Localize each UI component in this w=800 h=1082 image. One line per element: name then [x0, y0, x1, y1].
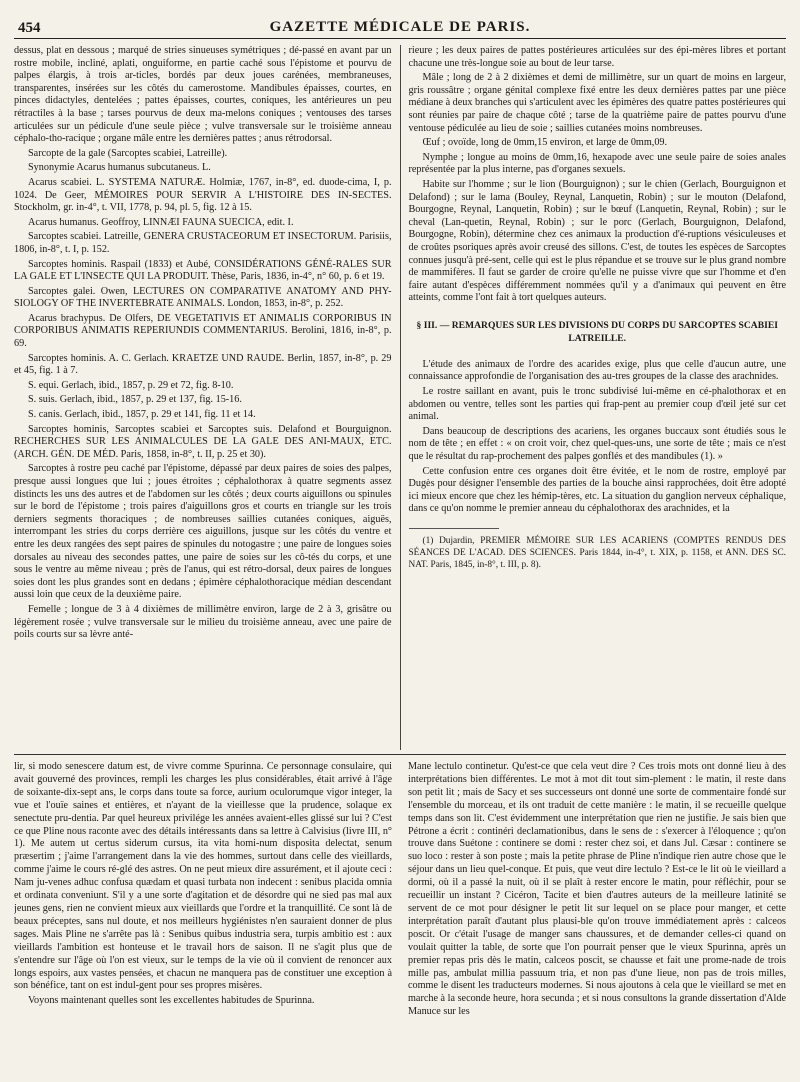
- paragraph: Cette confusion entre ces organes doit être évitée, et le nom de rostre, employé par Dugès pour désigner l'ensemble des parties de la bouche ainsi rapprochées, doit être adopté ici mieux encore que chez les hémip-tères, etc. La situation du ganglion nerveux céphalique, dans ce qu'on nomme le premier anneau du céphalothorax des arachnides, et la: [408, 465, 786, 515]
- page-number: 454: [18, 20, 41, 36]
- paragraph: Synonymie Acarus humanus subcutaneus. L.: [28, 162, 211, 174]
- paragraph: Voyons maintenant quelles sont les excellentes habitudes de Spurinna.: [28, 995, 315, 1007]
- reference: Sarcoptes hominis, Sarcoptes scabiei et Sarcoptes suis. Delafond et Bourguignon. RECHERCHES SUR LES ANIMALCULES DE LA GALE DES ANI-MAUX, ETC. (ARCH. GÉN. DE MÉD. Paris, 1858, in-8°, t. II, p. 25 et 30).: [14, 423, 392, 460]
- paragraph: Sarcoptes à rostre peu caché par l'épistome, dépassé par deux paires de soies des palpes, presque aussi longues que lui ; joues étroites ; céphalothorax à quatre segments assez distincts les uns des autres et de l'abdomen sur les côtés ; deux courts aiguillons ou spinules sur le bord de l'épistome ; trois paires d'aiguillons gros et courts en triangle sur les trois derniers segments thoraciques ; de nombreuses saillies cutanées coniques, aiguës, interrompant les stries du corps derrière ces aiguillons, jusque sur les côtés du ventre et entre les deux rangées des sept paires de spinules du notogastre ; une paire de longues soies dorsales au niveau des secondes pattes, une paire de soies sur les cô-tés du corps, et une sous le ventre au même niveau ; près de l'anus, qui est rétro-dorsal, deux paires de longues soies dont les plus grandes sont en dedans ; épimère céphalothoracique médian descendant aussi loin que ceux de la deuxième paire.: [14, 463, 392, 601]
- paragraph: Mâle ; long de 2 à 2 dixièmes et demi de millimètre, sur un quart de moins en largeur, gris roussâtre ; organe génital complexe fixé entre les deux dernières pattes par une pièce médiane à deux branches qui s'articulent avec les épimères des quatre pattes postérieures qui sont réunies par paire de chaque côté ; tarse de la quatrième paire de pattes pourvu d'une ventouse pédiculée au lieu de soie ; saillies cutanées moins nombreuses.: [408, 72, 786, 134]
- reference: S. suis. Gerlach, ibid., 1857, p. 29 et 137, fig. 15-16.: [28, 394, 242, 406]
- column-lower-right: [400, 761, 786, 1081]
- reference: Acarus humanus. Geoffroy, LINNÆI FAUNA SUECICA, edit. I.: [28, 216, 294, 228]
- footnote-rule: [409, 528, 499, 529]
- footnote: (1) Dujardin, PREMIER MÉMOIRE SUR LES ACARIENS (COMPTES RENDUS DES SÉANCES DE L'ACAD. DES SCIENCES. Paris 1844, in-4°, t. XIX, p. 1158, et ANN. DES SC. NAT. Paris, 1845, in-8°, t. III, p. 8).: [408, 536, 786, 570]
- reference: S. equi. Gerlach, ibid., 1857, p. 29 et 72, fig. 8-10.: [28, 379, 234, 391]
- journal-title: GAZETTE MÉDICALE DE PARIS.: [269, 19, 531, 35]
- column-lower-left: [14, 761, 400, 1081]
- feuilleton-divider: [14, 754, 786, 755]
- paragraph: Nymphe ; longue au moins de 0mm,16, hexapode avec une seule paire de soies anales représentée par la plus interne, pas d'organes sexuels.: [408, 151, 786, 176]
- paragraph: Femelle ; longue de 3 à 4 dixièmes de millimètre environ, large de 2 à 3, grisâtre ou légèrement rosée ; vulve transversale sur le milieu du troisième anneau, avec une paire de poils courts sur sa lèvre anté-: [14, 603, 392, 641]
- section-heading: § III. — REMARQUES SUR LES DIVISIONS DU CORPS DU SARCOPTES SCABIEI LATREILLE.: [416, 319, 778, 344]
- paragraph: L'étude des animaux de l'ordre des acarides exige, plus que celle d'aucun autre, une connaissance approfondie de l'organisation des au-tres groupes de la classe des arachnides.: [408, 358, 786, 383]
- reference: Sarcoptes hominis. Raspail (1833) et Aubé, CONSIDÉRATIONS GÉNÉ-RALES SUR LA GALE ET L'INSECTE QUI LA PRODUIT. Thèse, Paris, 1836, in-4°, n° 60, p. 6 et 19.: [14, 258, 392, 283]
- paragraph: dessus, plat en dessous ; marqué de stries sinueuses symétriques ; dé-passé en avant par un rostre mobile, incliné, aplati, onguiforme, en partie caché sous l'épistome et pourvu de palpes élargis, à trois ar-ticles, bordés par deux joues carénées, membraneuses, transparentes, insérées sur les côtés du camerostome. Mandibules épaisses, courtes, en pinces didactyles, dentelées ; pattes épaisses, courtes, coniques, les antérieures un peu rétractiles à la base ; tarses pourvus de deux ma-melons coniques ; ventouses des tarses articulées sur un pédicule d'une seule pièce ; vulve transversale sur le troisième anneau céphalo-tho-racique ; organe mâle entre les dernières pattes ; anus rétrodorsal.: [14, 45, 392, 145]
- reference: Sarcoptes galei. Owen, LECTURES ON COMPARATIVE ANATOMY AND PHY-SIOLOGY OF THE INVERTEBRATE ANIMALS. London, 1853, in-8°, p. 252.: [14, 285, 392, 310]
- paragraph: Œuf ; ovoïde, long de 0mm,15 environ, et large de 0mm,09.: [422, 137, 668, 149]
- reference: S. canis. Gerlach, ibid., 1857, p. 29 et 141, fig. 11 et 14.: [28, 409, 256, 421]
- paragraph: Dans beaucoup de descriptions des acariens, les organes buccaux sont étudiés sous le nom de tête ; en effet : « on croit voir, chez quel-ques-uns, une sorte de tête ; mais ce n'est que le résultat du rap-prochement des palpes gonflés et des mandibules (1). »: [408, 425, 786, 463]
- lower-section: [14, 761, 786, 1081]
- reference: Acarus brachypus. De Olfers, DE VEGETATIVIS ET ANIMALIS CORPORIBUS IN CORPORIBUS ANIMATIS REPERIUNDIS COMMENTARIUS. Berolini, 1816, in-8°, p. 69.: [14, 312, 392, 350]
- column-upper-left: [14, 45, 401, 750]
- upper-section: [14, 45, 786, 750]
- paragraph: rieure ; les deux paires de pattes postérieures articulées sur des épi-mères libres et portant chacune une très-longue soie au bout de leur tarse.: [408, 45, 786, 69]
- reference: Sarcoptes hominis. A. C. Gerlach. KRAETZE UND RAUDE. Berlin, 1857, in-8°, p. 29 et 45, fig. 1 à 7.: [14, 352, 392, 377]
- paragraph: lir, si modo senescere datum est, de vivre comme Spurinna. Ce personnage consulaire, qui avait gouverné des provinces, rempli les charges les plus considérables, était arrivé à l'âge de soixante-dix-sept ans, le corps dans toute sa force, aurium oculorumque vigor integer, la vue et l'ouïe saines et entières, et n'ayant de la vieillesse que la prudence, solaque ex senectute pru-dentia. Par quel heureux privilége les années avaient-elles glissé sur lui ? C'est ce que Pline nous raconte avec des détails intéressants dans sa lettre à Calvisius (livre III, n° 1). Me autem ut certus siderum cursus, ita vita homi-num disposita delectat, senum præsertim ; j'aime l'arrangement dans la vie des hommes, surtout dans celle des vieillards, comme j'aime le cours ré-glé des astres. On ne peut mieux dire assurément, et il ajoute ceci : Nam ju-venes adhuc confusa quædam et quasi turbata non indecent : senibus placida omnia et ordinata conveniunt. S'il y a une sorte d'agitation et de désordre qui ne sied pas mal aux jeunes gens, rien ne convient mieux aux vieillards que l'ordre et la tranquillité. Ce sont là de beaux préceptes, sans nul doute, et nos meilleurs hygiénistes n'en sauraient donner de plus sages. Mais Pline ne s'arrête pas là : Senibus quibus industria sera, turpis ambitio est : aux vieillards l'ambition est honteuse et le travail hors de saison. Il ne s'agit plus que de s'entendre sur l'âge où l'on est vieux, sur le temps de la vie où il convient de renoncer aux longs espoirs, aux vastes pensées, et chacun ne manquera pas de constituer une exception à son bénéfice, tant on est indul-gent pour ses propres misères.: [14, 761, 392, 992]
- reference: Sarcoptes scabiei. Latreille, GENERA CRUSTACEORUM ET INSECTORUM. Parisiis, 1806, in-8°, t. I, p. 152.: [14, 231, 392, 255]
- paragraph: Sarcopte de la gale (Sarcoptes scabiei, Latreille).: [28, 147, 228, 159]
- paragraph: Mane lectulo continetur. Qu'est-ce que cela veut dire ? Ces trois mots ont donné lieu à des interprétations bien différentes. Le mot à mot dit tout sim-plement : le matin, il reste dans son petit lit ; mais de Sacy et ses successeurs ont donné une sorte de commentaire fondé sur l'ensemble du morceau, et ils ont traduit de cette manière : le matin, il se recueille quelque temps dans son lit. C'est évidemment une interprétation que rien ne justifie. Je sais bien que Pétrone a écrit : continéri declamationibus, dans le sens de : s'exercer à l'éloquence ; qu'on trouve dans Suétone : continere se domi : rester chez soi, et dans Jul. Cæsar : continere se suo loco : rester à son poste ; mais la petite phrase de Pline n'indique rien autre chose que le séjour dans un lieu quel-conque. Et puis, que veut dire lectulo ? Est-ce le lit où le vieillard a dormi, où il a passé la nuit, où il se plaît à rester encore le matin, pour réfléchir, pour se recueillir un instant ? Cicéron, Tacite et bien d'autres auteurs de la meilleure latinité se servent de ce mot pour désigner le petit lit sur lequel on se place pour manger, et cette interprétation paraît d'autant plus plausi-ble qu'on trouve immédiatement après : calceos poscit. Or c'était l'usage de manger sans chaussures, et de demander celles-ci quand on voulait quitter la table, de sorte que l'on pourrait penser que le vieux Spurinna, après un premier repas pris dès le matin, calceos poscit, se chausse et fait une prome-nade de trois mille pas, ambulat millia passuum tria, et non pas d'une lieue, non pas de trois milles, comme le disent les traducteurs modernes. Si nous ajoutons à cela que le vieillard se met en marche à la seconde heure, hora secunda ; et si nous consultons la grande dissertation d'Alde Manuce sur les: [408, 761, 786, 1018]
- page-header: [14, 12, 786, 39]
- reference: Acarus scabiei. L. SYSTEMA NATURÆ. Holmiæ, 1767, in-8°, ed. duode-cima, I, p. 1024. De Geer, MÉMOIRES POUR SERVIR A L'HISTOIRE DES IN-SECTES. Stockholm, gr. in-4°, t. VII, 1778, p. 94, pl. 5, fig. 12 à 15.: [14, 176, 392, 214]
- paragraph: Habite sur l'homme ; sur le lion (Bourguignon) ; sur le chien (Gerlach, Bourguignon et Delafond) ; sur le lama (Bouley, Reynal, Lanquetin, Robin) ; sur le mouton (Delafond, Bourgogne, Reynal, Lanquetin, Robin) ; sur le bœuf (Lanquetin, Reynal, Robin) ; sur le cheval (Lan-quetin, Reynal, Robin) ; sur le porc (Gerlach, Bourguignon, Delafond, Bourgogne, Robin), détermine chez ces animaux la production d'é-ruptions vésiculeuses et de croûtes psoriques après avoir creusé des sillons. C'est, de toutes les espèces de Sarcoptes connues jusqu'à pré-sent, celle qui est le plus répandue et se trouve sur le plus grand nombre de mammifères. Il faut se garder de croire qu'elle ne puisse vivre que sur l'homme et d'en faire autant d'espèces différemment nommées qu'il y a d'animaux qui peuvent en être atteints, comme l'ont fait à tort quelques auteurs.: [408, 178, 786, 304]
- column-upper-right: [401, 45, 787, 750]
- paragraph: Le rostre saillant en avant, puis le tronc subdivisé lui-même en cé-phalothorax et en abdomen ou ventre, telles sont les parties qui frap-pent au premier coup d'œil jeté sur cet animal.: [408, 386, 786, 423]
